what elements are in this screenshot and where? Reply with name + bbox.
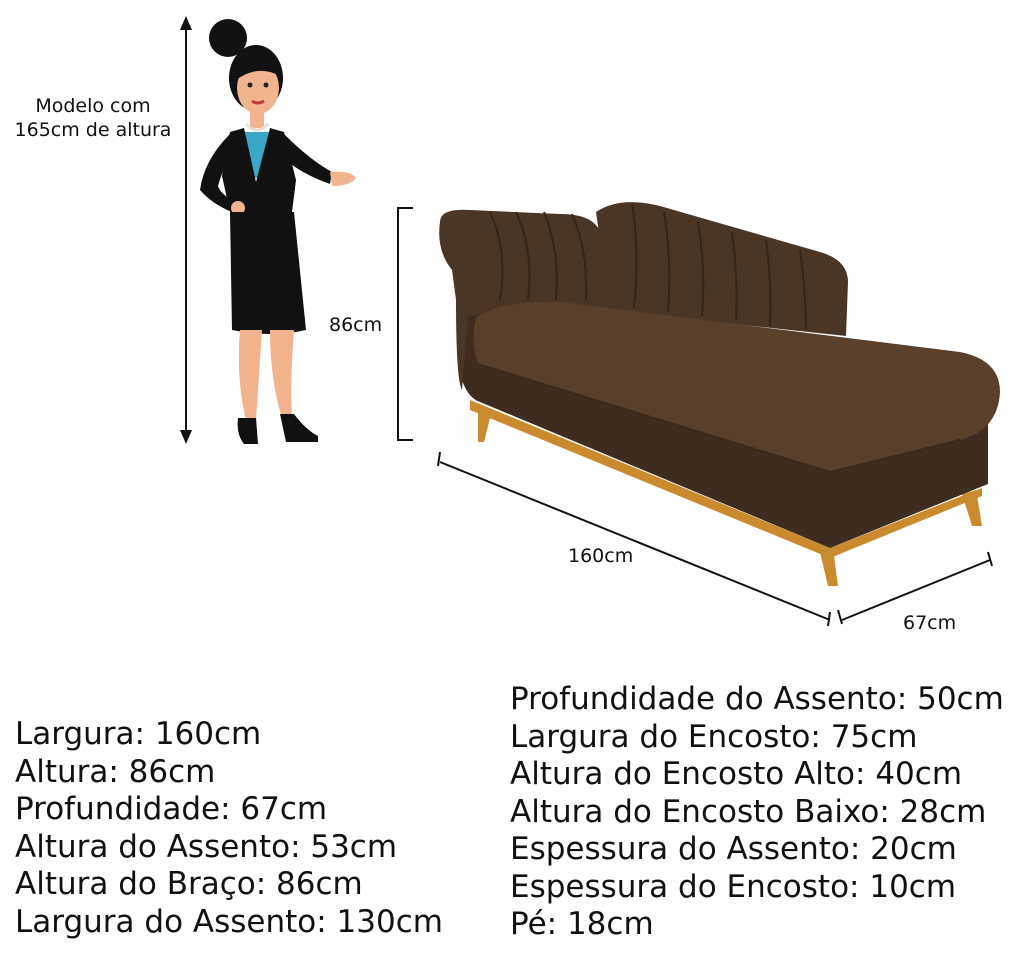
model-caption-line1: Modelo com bbox=[35, 95, 151, 117]
width-dimension-label: 160cm bbox=[568, 545, 634, 567]
sofa-height-bracket bbox=[398, 208, 413, 440]
chaise-sofa bbox=[439, 202, 1000, 586]
spec-item: Espessura do Encosto: 10cm bbox=[510, 868, 957, 905]
spec-item: Largura: 160cm bbox=[15, 716, 262, 752]
spec-item: Profundidade: 67cm bbox=[15, 791, 328, 827]
model-caption-line2: 165cm de altura bbox=[14, 119, 172, 141]
model-height-arrow bbox=[180, 16, 192, 444]
spec-item: Altura: 86cm bbox=[15, 753, 216, 790]
spec-item: Altura do Encosto Alto: 40cm bbox=[510, 756, 963, 792]
spec-item: Largura do Assento: 130cm bbox=[15, 903, 443, 940]
specs-right-column bbox=[510, 681, 1004, 944]
spec-item: Profundidade do Assento: 50cm bbox=[510, 681, 1004, 717]
height-dimension-label: 86cm bbox=[329, 314, 383, 336]
spec-item: Espessura do Assento: 20cm bbox=[510, 831, 957, 867]
spec-item: Altura do Assento: 53cm bbox=[15, 828, 398, 865]
spec-item: Altura do Encosto Baixo: 28cm bbox=[510, 793, 987, 830]
spec-item: Pé: 18cm bbox=[510, 906, 654, 942]
woman-model-figure bbox=[200, 19, 356, 444]
model-height-caption bbox=[0, 94, 186, 142]
depth-dimension-label: 67cm bbox=[903, 612, 957, 634]
spec-item: Altura do Braço: 86cm bbox=[15, 866, 363, 902]
spec-item: Largura do Encosto: 75cm bbox=[510, 718, 918, 755]
specs-left-column bbox=[15, 716, 443, 941]
